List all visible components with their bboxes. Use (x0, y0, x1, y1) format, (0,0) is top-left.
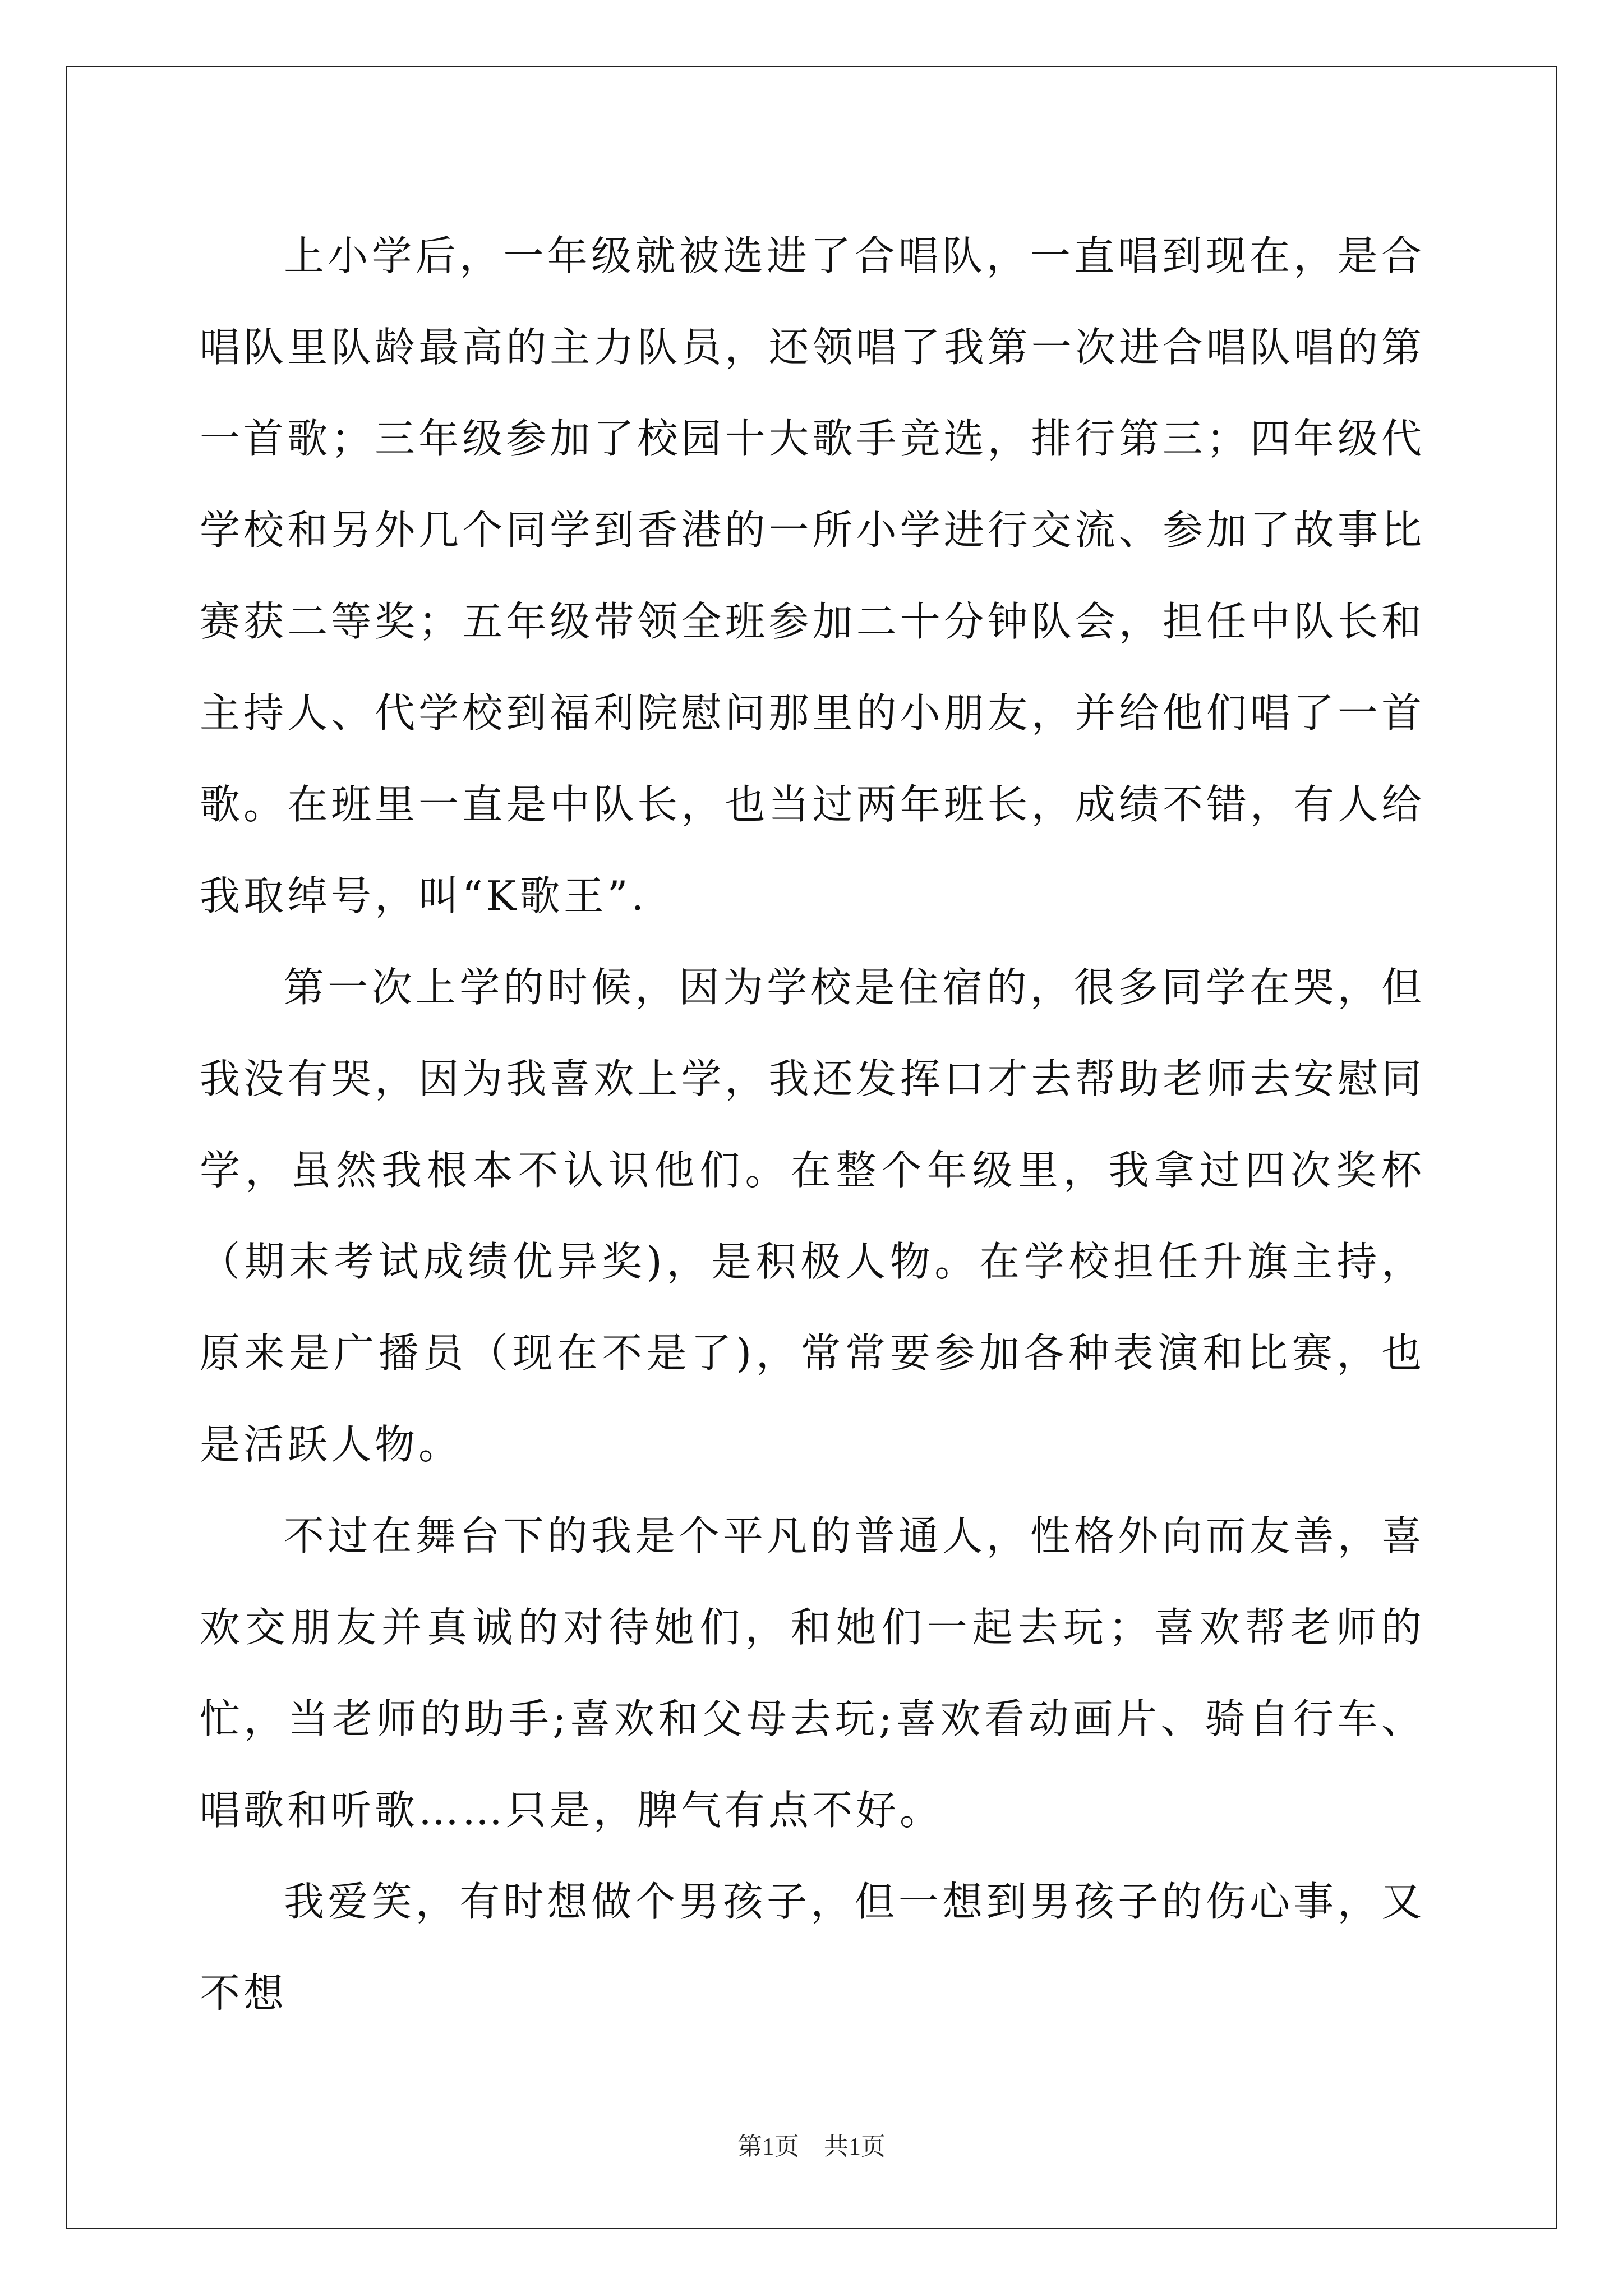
paragraph: 上小学后，一年级就被选进了合唱队，一直唱到现在，是合唱队里队龄最高的主力队员，还领唱了我第一次进合唱队唱的第一首歌；三年级参加了校园十大歌手竞选，排行第三；四年级代学校和另外几个同学到香港的一所小学进行交流、参加了故事比赛获二等奖；五年级带领全班参加二十分钟队会，担任中队长和主持人、代学校到福利院慰问那里的小朋友，并给他们唱了一首歌。在班里一直是中队长，也当过两年班长，成绩不错，有人给我取绰号，叫“K歌王”. (200, 232, 1425, 919)
document-body (200, 210, 1425, 2039)
paragraph: 不过在舞台下的我是个平凡的普通人，性格外向而友善，喜欢交朋友并真诚的对待她们，和她们一起去玩；喜欢帮老师的忙，当老师的助手;喜欢和父母去玩;喜欢看动画片、骑自行车、唱歌和听歌……只是，脾气有点不好。 (200, 1512, 1425, 1834)
page-footer (0, 2126, 1623, 2162)
page-number: 第1页 (737, 2133, 799, 2160)
page-count: 共1页 (824, 2133, 886, 2160)
paragraph: 第一次上学的时候，因为学校是住宿的，很多同学在哭，但我没有哭，因为我喜欢上学，我还发挥口才去帮助老师去安慰同学，虽然我根本不认识他们。在整个年级里，我拿过四次奖杯（期末考试成绩优异奖)，是积极人物。在学校担任升旗主持，原来是广播员（现在不是了)，常常要参加各种表演和比赛，也是活跃人物。 (200, 964, 1425, 1468)
paragraph: 我爱笑，有时想做个男孩子，但一想到男孩子的伤心事，又不想 (200, 1878, 1425, 2017)
